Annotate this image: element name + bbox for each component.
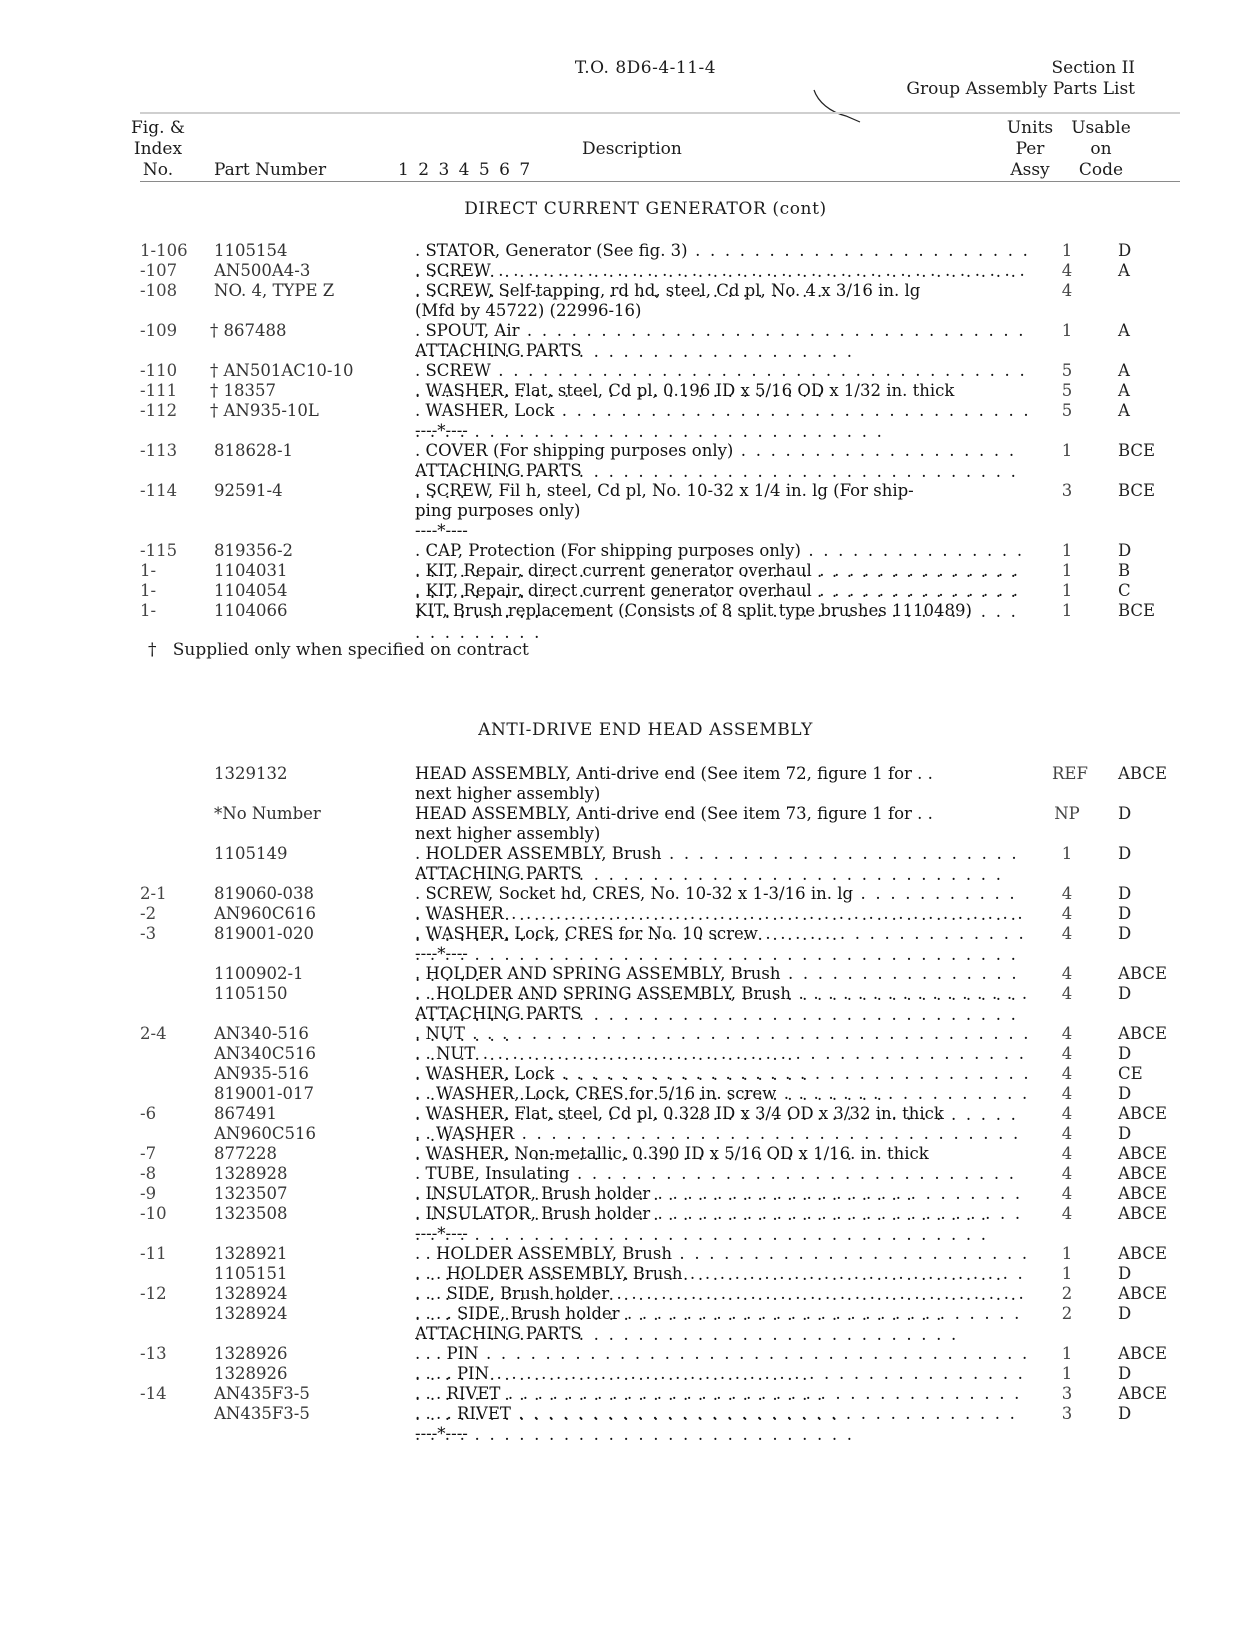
- table-row: [0, 560, 1251, 581]
- table-row: [0, 340, 1251, 361]
- column-units-line3: Assy: [1010, 160, 1050, 180]
- part-number-cell: 1328926: [214, 1344, 288, 1363]
- table-row: [0, 240, 1251, 261]
- column-part-number: Part Number: [214, 160, 327, 180]
- description-cell: ----*----: [415, 521, 468, 540]
- units-per-assy-cell: 4: [1061, 1204, 1073, 1223]
- units-per-assy-cell: 5: [1061, 361, 1073, 380]
- table-row: [0, 903, 1251, 924]
- column-fig-index-line1: Fig. &: [130, 118, 186, 138]
- part-number-cell: † AN501AC10-10: [210, 361, 354, 380]
- description-cell: . TUBE, Insulating . . .: [415, 1163, 1031, 1205]
- description-cell: . . WASHER, Lock, CRES for 5/16 in. screw . . .: [415, 1083, 1031, 1146]
- usable-on-code-cell: ABCE: [1118, 964, 1168, 983]
- description-cell: next higher assembly): [415, 824, 601, 843]
- description-cell: ATTACHING PARTS: [415, 1324, 582, 1343]
- description-cell: HEAD ASSEMBLY, Anti-drive end (See item 73, figure 1 for . .: [415, 804, 933, 823]
- usable-on-code-cell: D: [1118, 844, 1132, 863]
- header-rule: [140, 112, 1180, 114]
- column-heading-rule: [140, 181, 1180, 182]
- table-row: [0, 983, 1251, 1004]
- table-row: [0, 943, 1251, 964]
- column-usable-line2: on: [1090, 139, 1112, 159]
- fig-index-cell: -13: [140, 1344, 167, 1363]
- fig-index-cell: -110: [140, 361, 178, 380]
- usable-on-code-cell: ABCE: [1118, 1384, 1168, 1403]
- table-row: [0, 963, 1251, 984]
- description-cell: . . . . PIN . . .: [415, 1363, 1031, 1405]
- units-per-assy-cell: 1: [1061, 1264, 1073, 1283]
- description-cell: . HOLDER ASSEMBLY, Brush . . .: [415, 843, 1031, 885]
- table-row: [0, 823, 1251, 844]
- description-cell: . INSULATOR, Brush holder . . .: [415, 1183, 1031, 1225]
- section-heading-dc-generator: DIRECT CURRENT GENERATOR (cont): [464, 199, 827, 219]
- table-row: [0, 480, 1251, 501]
- units-per-assy-cell: 2: [1061, 1284, 1073, 1303]
- table-row: [0, 1143, 1251, 1164]
- column-indent-levels: 1 2 3 4 5 6 7: [398, 160, 531, 180]
- usable-on-code-cell: D: [1118, 1404, 1132, 1423]
- units-per-assy-cell: 1: [1061, 1364, 1073, 1383]
- usable-on-code-cell: D: [1118, 804, 1132, 823]
- usable-on-code-cell: A: [1118, 261, 1130, 280]
- usable-on-code-cell: BCE: [1118, 601, 1156, 620]
- part-number-cell: 1104066: [214, 601, 288, 620]
- units-per-assy-cell: 4: [1061, 1144, 1073, 1163]
- units-per-assy-cell: 2: [1061, 1304, 1073, 1323]
- description-cell: . SCREW, Socket hd, CRES, No. 10-32 x 1-3/16 in. lg . . .: [415, 883, 1031, 946]
- pen-mark-icon: [812, 88, 872, 130]
- table-row: [0, 1403, 1251, 1424]
- table-row: [0, 520, 1251, 541]
- usable-on-code-cell: D: [1118, 984, 1132, 1003]
- table-row: [0, 1163, 1251, 1184]
- usable-on-code-cell: D: [1118, 241, 1132, 260]
- description-cell: ----*----: [415, 1224, 468, 1243]
- units-per-assy-cell: 4: [1061, 1024, 1073, 1043]
- table-row: [0, 1323, 1251, 1344]
- table-row: [0, 1263, 1251, 1284]
- description-cell: ----*----: [415, 421, 468, 440]
- description-cell: ATTACHING PARTS: [415, 1004, 582, 1023]
- part-number-cell: NO. 4, TYPE Z: [214, 281, 335, 300]
- units-per-assy-cell: 4: [1061, 984, 1073, 1003]
- part-number-cell: 1105149: [214, 844, 288, 863]
- part-number-cell: AN435F3-5: [214, 1404, 310, 1423]
- table-row: [0, 1203, 1251, 1224]
- part-number-cell: 1100902-1: [214, 964, 304, 983]
- part-number-cell: AN340C516: [214, 1044, 316, 1063]
- part-number-cell: 1323508: [214, 1204, 288, 1223]
- usable-on-code-cell: D: [1118, 1084, 1132, 1103]
- description-cell: . . . HOLDER ASSEMBLY, Brush . . .: [415, 1263, 1031, 1305]
- part-number-cell: 1105154: [214, 241, 288, 260]
- fig-index-cell: -115: [140, 541, 178, 560]
- units-per-assy-cell: 5: [1061, 401, 1073, 420]
- part-number-cell: 819356-2: [214, 541, 294, 560]
- fig-index-cell: -11: [140, 1244, 167, 1263]
- part-number-cell: 1105151: [214, 1264, 288, 1283]
- table-row: [0, 923, 1251, 944]
- description-cell: . SPOUT, Air . . .: [415, 320, 1031, 362]
- usable-on-code-cell: C: [1118, 581, 1131, 600]
- usable-on-code-cell: D: [1118, 924, 1132, 943]
- table-row: [0, 1283, 1251, 1304]
- column-description: Description: [582, 139, 682, 159]
- fig-index-cell: -112: [140, 401, 178, 420]
- units-per-assy-cell: 4: [1061, 924, 1073, 943]
- units-per-assy-cell: REF: [1052, 764, 1088, 783]
- document-number: T.O. 8D6-4-11-4: [574, 58, 717, 78]
- units-per-assy-cell: NP: [1054, 804, 1080, 823]
- description-cell: . . HOLDER ASSEMBLY, Brush . . .: [415, 1243, 1031, 1285]
- usable-on-code-cell: ABCE: [1118, 1344, 1168, 1363]
- description-cell: . COVER (For shipping purposes only) . . .: [415, 440, 1031, 503]
- fig-index-cell: -8: [140, 1164, 157, 1183]
- description-cell: HEAD ASSEMBLY, Anti-drive end (See item 72, figure 1 for . .: [415, 764, 933, 783]
- units-per-assy-cell: 1: [1061, 1344, 1073, 1363]
- part-number-cell: AN935-516: [214, 1064, 309, 1083]
- table-row: [0, 1123, 1251, 1144]
- column-usable-line1: Usable: [1071, 118, 1131, 138]
- fig-index-cell: -6: [140, 1104, 157, 1123]
- fig-index-cell: -14: [140, 1384, 167, 1403]
- description-cell: . HOLDER AND SPRING ASSEMBLY, Brush . . .: [415, 963, 1031, 1026]
- section-heading-anti-drive-end-head: ANTI-DRIVE END HEAD ASSEMBLY: [478, 720, 813, 740]
- usable-on-code-cell: ABCE: [1118, 1244, 1168, 1263]
- description-cell: . WASHER, Lock . . .: [415, 400, 1031, 442]
- table-row: [0, 380, 1251, 401]
- usable-on-code-cell: ABCE: [1118, 1284, 1168, 1303]
- description-cell: . . . RIVET . . .: [415, 1383, 1031, 1425]
- usable-on-code-cell: B: [1118, 561, 1131, 580]
- table-row: [0, 400, 1251, 421]
- units-per-assy-cell: 1: [1061, 601, 1073, 620]
- usable-on-code-cell: ABCE: [1118, 1024, 1168, 1043]
- units-per-assy-cell: 4: [1061, 884, 1073, 903]
- usable-on-code-cell: BCE: [1118, 481, 1156, 500]
- table-row: [0, 1423, 1251, 1444]
- part-number-cell: † 867488: [210, 321, 287, 340]
- description-cell: . SCREW . . .: [415, 360, 1031, 402]
- description-cell: ping purposes only): [415, 501, 581, 520]
- fig-index-cell: 1-: [140, 561, 157, 580]
- table-row: [0, 1183, 1251, 1204]
- description-cell: . . HOLDER AND SPRING ASSEMBLY, Brush . . .: [415, 983, 1031, 1046]
- description-cell: (Mfd by 45722) (22996-16): [415, 301, 642, 320]
- description-cell: . . . . RIVET . . .: [415, 1403, 1031, 1445]
- part-number-cell: AN960C616: [214, 904, 316, 923]
- description-cell: . WASHER, Lock, CRES for No. 10 screw . . .: [415, 923, 1031, 986]
- units-per-assy-cell: 1: [1061, 581, 1073, 600]
- footnote-text: Supplied only when specified on contract: [172, 640, 529, 660]
- table-row: [0, 843, 1251, 864]
- table-row: [0, 320, 1251, 341]
- description-cell: KIT, Brush replacement (Consists of 8 split type brushes 1110489): [415, 601, 972, 620]
- fig-index-cell: -7: [140, 1144, 157, 1163]
- part-number-cell: 877228: [214, 1144, 277, 1163]
- fig-index-cell: -113: [140, 441, 178, 460]
- description-cell: . CAP, Protection (For shipping purposes only) . . .: [415, 540, 1031, 603]
- table-row: [0, 360, 1251, 381]
- units-per-assy-cell: 4: [1061, 1084, 1073, 1103]
- part-number-cell: 819001-017: [214, 1084, 315, 1103]
- part-number-cell: 1328924: [214, 1284, 288, 1303]
- part-number-cell: † AN935-10L: [210, 401, 319, 420]
- table-row: [0, 540, 1251, 561]
- fig-index-cell: -12: [140, 1284, 167, 1303]
- usable-on-code-cell: D: [1118, 1264, 1132, 1283]
- units-per-assy-cell: 1: [1061, 1244, 1073, 1263]
- fig-index-cell: -10: [140, 1204, 167, 1223]
- table-row: [0, 863, 1251, 884]
- column-fig-index-line3: No.: [142, 160, 174, 180]
- fig-index-cell: -2: [140, 904, 157, 923]
- fig-index-cell: -9: [140, 1184, 157, 1203]
- part-number-cell: 1323507: [214, 1184, 288, 1203]
- column-units-line1: Units: [1006, 118, 1054, 138]
- usable-on-code-cell: ABCE: [1118, 764, 1168, 783]
- table-row: [0, 1303, 1251, 1324]
- description-cell: . SCREW, Self-tapping, rd hd, steel, Cd pl, No. 4 x 3/16 in. lg: [415, 281, 921, 300]
- description-cell: . WASHER, Non-metallic, 0.390 ID x 5/16 OD x 1/16. in. thick: [415, 1144, 929, 1163]
- description-cell: ----*----: [415, 944, 468, 963]
- fig-index-cell: -108: [140, 281, 178, 300]
- column-units-line2: Per: [1015, 139, 1045, 159]
- usable-on-code-cell: ABCE: [1118, 1204, 1168, 1223]
- usable-on-code-cell: A: [1118, 381, 1130, 400]
- fig-index-cell: 2-1: [140, 884, 167, 903]
- units-per-assy-cell: 1: [1061, 541, 1073, 560]
- usable-on-code-cell: A: [1118, 401, 1130, 420]
- table-row: [0, 1003, 1251, 1024]
- description-cell: . . . PIN . . .: [415, 1343, 1031, 1385]
- description-cell: . WASHER, Lock . . .: [415, 1063, 1031, 1105]
- fig-index-cell: -114: [140, 481, 178, 500]
- usable-on-code-cell: D: [1118, 1124, 1132, 1143]
- table-row: [0, 883, 1251, 904]
- description-cell: . KIT, Repair, direct current generator overhaul . . .: [415, 580, 1031, 643]
- part-number-cell: 1328926: [214, 1364, 288, 1383]
- usable-on-code-cell: ABCE: [1118, 1184, 1168, 1203]
- table-row: [0, 260, 1251, 281]
- fig-index-cell: -3: [140, 924, 157, 943]
- description-cell: . SCREW, Fil h, steel, Cd pl, No. 10-32 x 1/4 in. lg (For ship-: [415, 481, 914, 500]
- part-number-cell: AN960C516: [214, 1124, 316, 1143]
- table-row: [0, 1083, 1251, 1104]
- description-cell: . NUT . . .: [415, 1023, 1031, 1065]
- units-per-assy-cell: 4: [1061, 1104, 1073, 1123]
- table-row: [0, 1043, 1251, 1064]
- fig-index-cell: -109: [140, 321, 178, 340]
- units-per-assy-cell: 1: [1061, 561, 1073, 580]
- units-per-assy-cell: 1: [1061, 321, 1073, 340]
- units-per-assy-cell: 3: [1061, 481, 1073, 500]
- column-fig-index: [128, 118, 188, 181]
- units-per-assy-cell: 4: [1061, 1044, 1073, 1063]
- table-row: [0, 1023, 1251, 1044]
- description-cell: . SCREW . . .: [415, 260, 1031, 302]
- part-number-cell: 1105150: [214, 984, 288, 1003]
- description-cell: . . NUT . . .: [415, 1043, 1031, 1085]
- usable-on-code-cell: D: [1118, 884, 1132, 903]
- units-per-assy-cell: 4: [1061, 904, 1073, 923]
- part-number-cell: 818628-1: [214, 441, 294, 460]
- description-cell: ATTACHING PARTS: [415, 341, 582, 360]
- usable-on-code-cell: A: [1118, 321, 1130, 340]
- description-cell: . WASHER . . .: [415, 903, 1031, 945]
- description-cell: . . . . SIDE, Brush holder . . .: [415, 1303, 1031, 1345]
- part-number-cell: AN340-516: [214, 1024, 309, 1043]
- units-per-assy-cell: 4: [1061, 1164, 1073, 1183]
- units-per-assy-cell: 3: [1061, 1384, 1073, 1403]
- table-row: [0, 440, 1251, 461]
- table-row: [0, 420, 1251, 441]
- description-cell: ----*----: [415, 1424, 468, 1443]
- description-cell: . . WASHER . . .: [415, 1123, 1031, 1165]
- usable-on-code-cell: A: [1118, 361, 1130, 380]
- table-row: [0, 783, 1251, 804]
- table-row: [0, 280, 1251, 301]
- part-number-cell: 1328921: [214, 1244, 288, 1263]
- description-cell: . . . SIDE, Brush holder . . .: [415, 1283, 1031, 1325]
- units-per-assy-cell: 4: [1061, 281, 1073, 300]
- table-row: [0, 1243, 1251, 1264]
- units-per-assy-cell: 4: [1061, 261, 1073, 280]
- units-per-assy-cell: 4: [1061, 964, 1073, 983]
- usable-on-code-cell: ABCE: [1118, 1144, 1168, 1163]
- units-per-assy-cell: 4: [1061, 1184, 1073, 1203]
- table-row: [0, 600, 1251, 621]
- fig-index-cell: 1-: [140, 601, 157, 620]
- usable-on-code-cell: D: [1118, 904, 1132, 923]
- description-cell: . KIT, Repair, direct current generator overhaul . . .: [415, 560, 1031, 623]
- footnote: [148, 640, 529, 660]
- usable-on-code-cell: ABCE: [1118, 1104, 1168, 1123]
- units-per-assy-cell: 4: [1061, 1124, 1073, 1143]
- table-row: [0, 500, 1251, 521]
- table-row: [0, 1063, 1251, 1084]
- table-row: [0, 1363, 1251, 1384]
- column-usable-line3: Code: [1078, 160, 1124, 180]
- column-fig-index-line2: Index: [133, 139, 183, 159]
- table-row: [0, 803, 1251, 824]
- units-per-assy-cell: 5: [1061, 381, 1073, 400]
- column-usable-on-code: [1068, 118, 1134, 181]
- fig-index-cell: 1-: [140, 581, 157, 600]
- section-label: Section II: [1051, 58, 1135, 78]
- part-number-cell: 819060-038: [214, 884, 315, 903]
- table-row: [0, 300, 1251, 321]
- usable-on-code-cell: D: [1118, 1364, 1132, 1383]
- fig-index-cell: -107: [140, 261, 178, 280]
- part-number-cell: *No Number: [214, 804, 321, 823]
- fig-index-cell: 2-4: [140, 1024, 167, 1043]
- description-cell: ATTACHING PARTS: [415, 864, 582, 883]
- part-number-cell: 1329132: [214, 764, 288, 783]
- part-number-cell: 92591-4: [214, 481, 283, 500]
- table-row: [0, 1223, 1251, 1244]
- part-number-cell: 1328924: [214, 1304, 288, 1323]
- usable-on-code-cell: BCE: [1118, 441, 1156, 460]
- part-number-cell: 1104031: [214, 561, 288, 580]
- part-number-cell: 819001-020: [214, 924, 315, 943]
- column-units-per-assy: [1000, 118, 1060, 181]
- part-number-cell: † 18357: [210, 381, 276, 400]
- units-per-assy-cell: 1: [1061, 241, 1073, 260]
- dagger-symbol: †: [148, 640, 157, 660]
- units-per-assy-cell: 4: [1061, 1064, 1073, 1083]
- table-row: [0, 460, 1251, 481]
- section-title: Group Assembly Parts List: [906, 79, 1135, 99]
- units-per-assy-cell: 1: [1061, 844, 1073, 863]
- part-number-cell: 1104054: [214, 581, 288, 600]
- part-number-cell: AN500A4-3: [214, 261, 311, 280]
- usable-on-code-cell: D: [1118, 1304, 1132, 1323]
- description-cell: . WASHER, Flat, steel, Cd pl, 0.328 ID x 3/4 OD x 3/32 in. thick: [415, 1104, 944, 1123]
- usable-on-code-cell: D: [1118, 1044, 1132, 1063]
- table-row: [0, 1343, 1251, 1364]
- table-row: [0, 1103, 1251, 1124]
- units-per-assy-cell: 1: [1061, 441, 1073, 460]
- description-cell: . STATOR, Generator (See fig. 3) . . .: [415, 240, 1031, 282]
- table-row: [0, 580, 1251, 601]
- usable-on-code-cell: CE: [1118, 1064, 1143, 1083]
- fig-index-cell: -111: [140, 381, 178, 400]
- part-number-cell: 867491: [214, 1104, 277, 1123]
- description-cell: . WASHER, Flat, steel, Cd pl, 0.196 ID x 5/16 OD x 1/32 in. thick: [415, 381, 955, 400]
- description-cell: ATTACHING PARTS: [415, 461, 582, 480]
- part-number-cell: AN435F3-5: [214, 1384, 310, 1403]
- fig-index-cell: 1-106: [140, 241, 188, 260]
- table-row: [0, 763, 1251, 784]
- part-number-cell: 1328928: [214, 1164, 288, 1183]
- description-cell: next higher assembly): [415, 784, 601, 803]
- description-cell: . INSULATOR, Brush holder . . .: [415, 1203, 1031, 1245]
- table-row: [0, 1383, 1251, 1404]
- usable-on-code-cell: ABCE: [1118, 1164, 1168, 1183]
- units-per-assy-cell: 3: [1061, 1404, 1073, 1423]
- usable-on-code-cell: D: [1118, 541, 1132, 560]
